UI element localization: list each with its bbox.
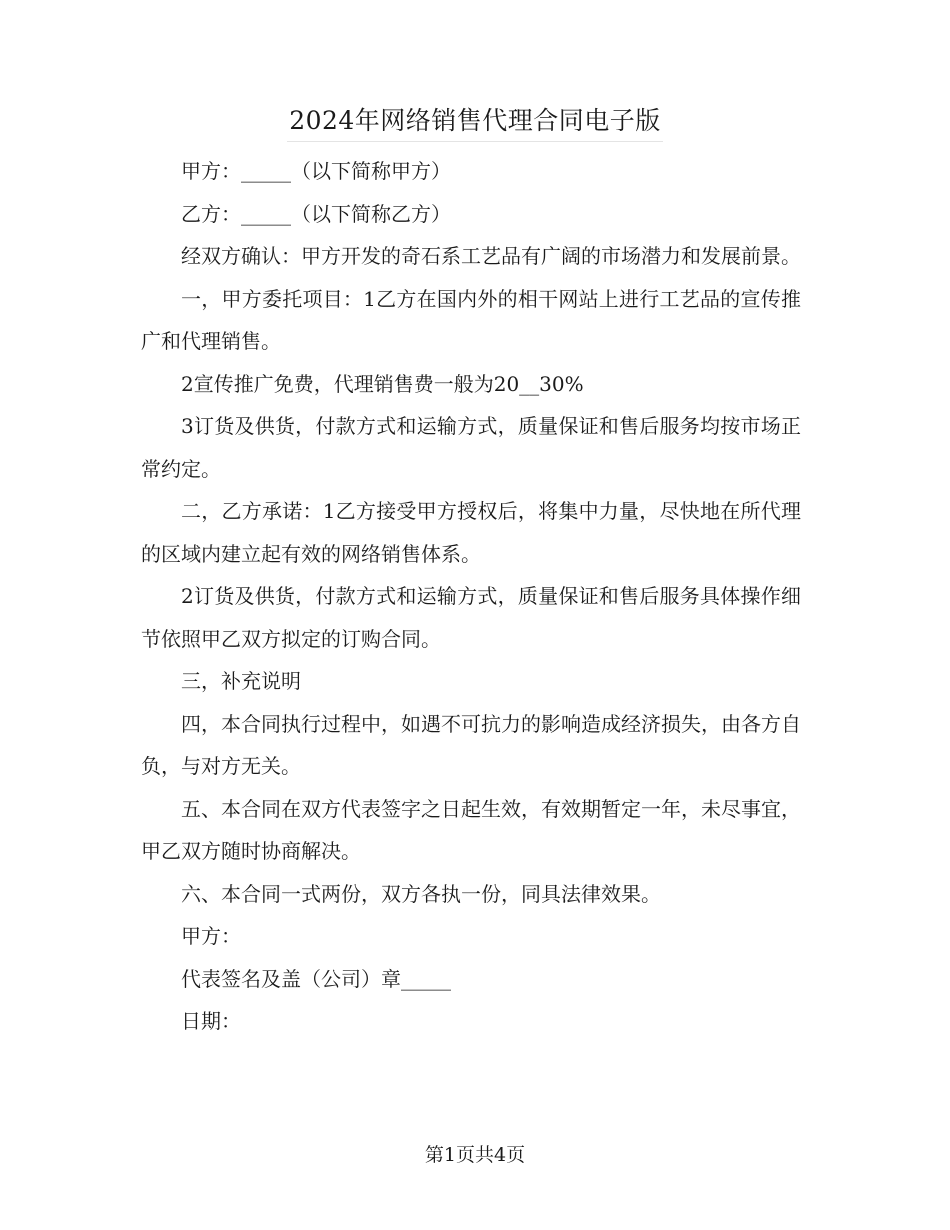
clause-one-item-2: 2宣传推广免费，代理销售费一般为20__30%	[181, 371, 584, 396]
document-title: 2024年网络销售代理合同电子版	[287, 101, 663, 142]
signature-date: 日期：	[181, 1009, 241, 1033]
signature-seal-line: 代表签名及盖（公司）章_____	[181, 966, 451, 991]
document-body	[141, 150, 801, 1043]
clause-five-paragraph: 五、本合同在双方代表签字之日起生效，有效期暂定一年，未尽事宜，甲乙双方随时协商解决。	[141, 796, 801, 863]
party-b-line: 乙方：_____（以下简称乙方）	[181, 201, 451, 226]
preamble-paragraph: 经双方确认：甲方开发的奇石系工艺品有广阔的市场潜力和发展前景。	[181, 244, 801, 268]
clause-three-paragraph: 三，补充说明	[181, 669, 301, 693]
clause-one-paragraph: 一，甲方委托项目：1乙方在国内外的相干网站上进行工艺品的宣传推广和代理销售。	[141, 286, 801, 353]
clause-one-item-3: 3订货及供货，付款方式和运输方式，质量保证和售后服务均按市场正常约定。	[141, 414, 801, 481]
clause-six-paragraph: 六、本合同一式两份，双方各执一份，同具法律效果。	[181, 881, 661, 906]
clause-two-item-2: 2订货及供货，付款方式和运输方式，质量保证和售后服务具体操作细节依照甲乙双方拟定的订购合同。	[141, 584, 801, 651]
page-footer: 第1页共4页	[424, 1144, 526, 1166]
clause-four-paragraph: 四，本合同执行过程中，如遇不可抗力的影响造成经济损失，由各方自负，与对方无关。	[141, 711, 801, 778]
title-container	[0, 101, 950, 142]
party-a-line: 甲方：_____（以下简称甲方）	[181, 159, 451, 183]
signature-party-a: 甲方：	[181, 924, 241, 948]
clause-two-paragraph: 二，乙方承诺：1乙方接受甲方授权后，将集中力量，尽快地在所代理的区域内建立起有效的网络销售体系。	[141, 499, 801, 566]
